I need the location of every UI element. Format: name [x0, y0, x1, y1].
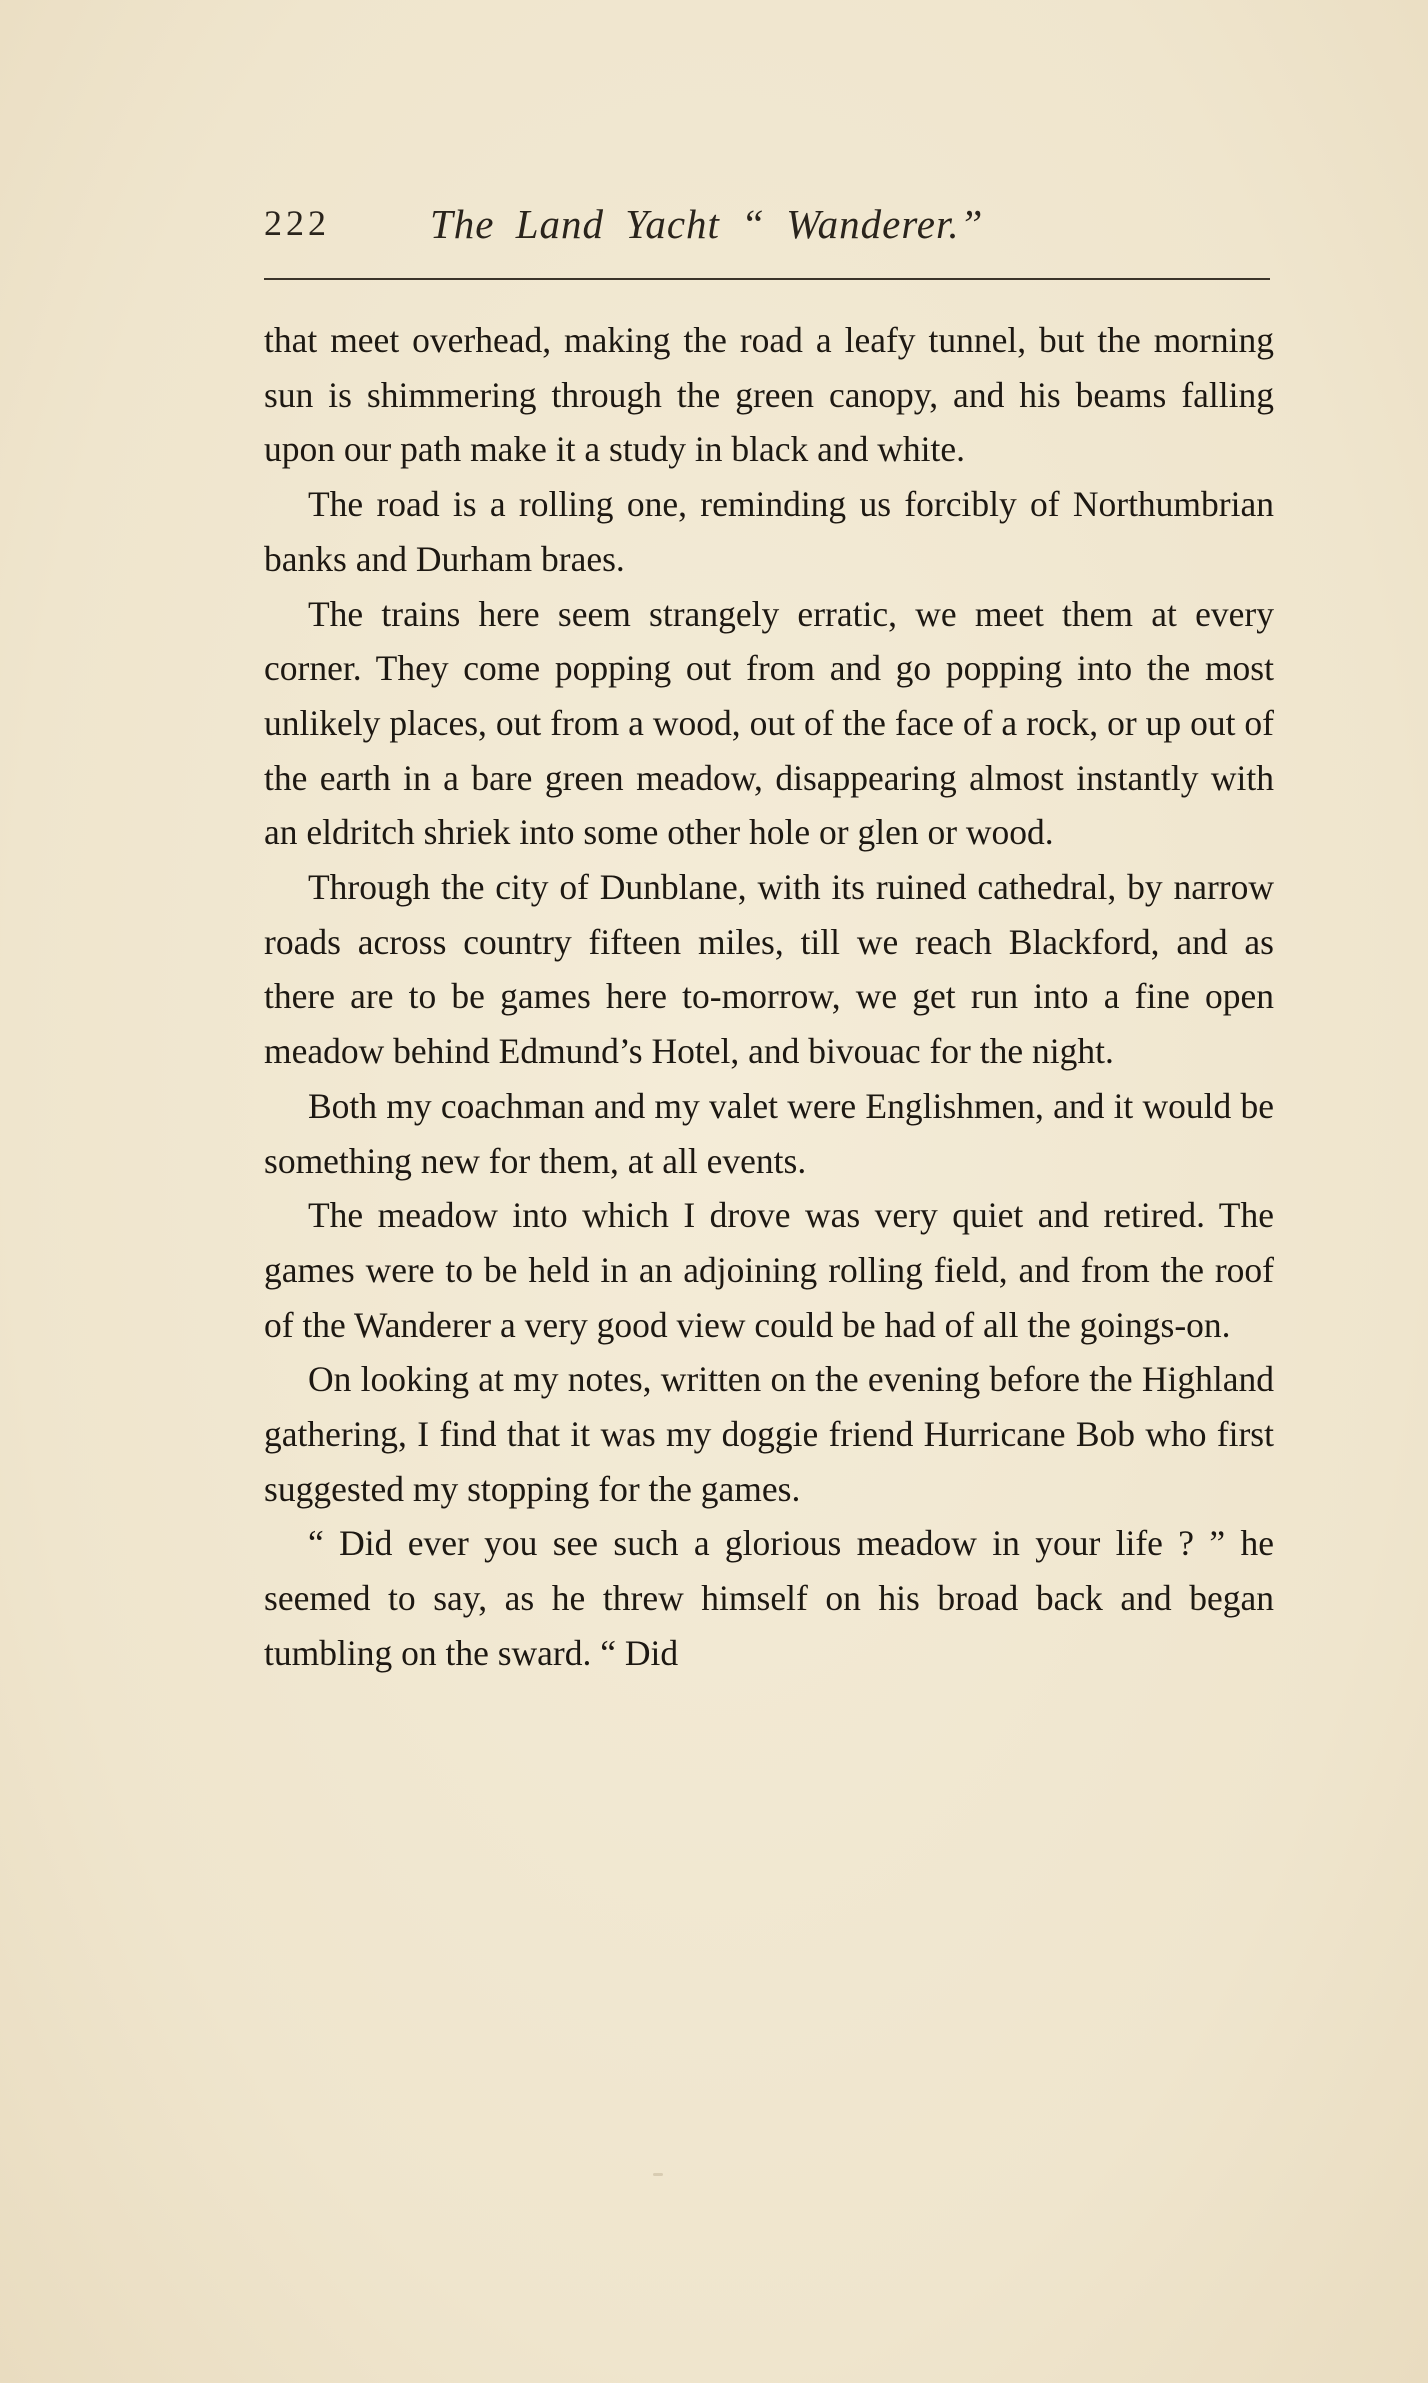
paragraph: that meet overhead, making the road a leafy tunnel, but the morning sun is shimmering through the green canopy, and his beams falling upon our path make it a study in black and white.: [264, 320, 1274, 470]
header-rule: [264, 278, 1270, 280]
page-number: 222: [264, 203, 330, 243]
paragraph: Through the city of Dunblane, with its ruined cathedral, by narrow roads across country fifteen miles, till we reach Blackford, and as there are to be games here to-morrow, we get run into a fine open meadow behind Edmund’s Hotel, and bivouac for the night.: [264, 867, 1274, 1072]
paper-mark: [653, 2173, 663, 2176]
paragraph: The road is a rolling one, reminding us forcibly of Northumbrian banks and Durham braes.: [264, 484, 1274, 579]
paragraph: On looking at my notes, written on the evening before the Highland gathering, I find that it was my doggie friend Hurricane Bob who first suggested my stopping for the games.: [264, 1359, 1274, 1509]
paragraph: Both my coachman and my valet were Englishmen, and it would be something new for them, at all events.: [264, 1085, 1274, 1181]
running-title: The Land Yacht “ Wanderer.”: [430, 201, 984, 247]
paragraph: The trains here seem strangely erratic, we meet them at every corner. They come popping out from and go popping into the most unlikely places, out from a wood, out of the face of a rock, or up out of the earth in a bare green meadow, disappearing almost instantly with an eldritch shriek into some other hole or glen or wood.: [264, 593, 1274, 853]
paragraph: The meadow into which I drove was very quiet and retired. The games were to be held in an adjoining rolling field, and from the roof of the Wanderer a very good view could be had of all the goings-on.: [264, 1195, 1274, 1345]
body-text: [264, 313, 1274, 1681]
book-page: [264, 190, 1274, 1673]
paragraph: “ Did ever you see such a glorious meadow in your life ? ” he seemed to say, as he threw himself on his broad back and began tumbling on the sward. “ Did: [264, 1523, 1274, 1673]
running-head: [264, 190, 1274, 254]
